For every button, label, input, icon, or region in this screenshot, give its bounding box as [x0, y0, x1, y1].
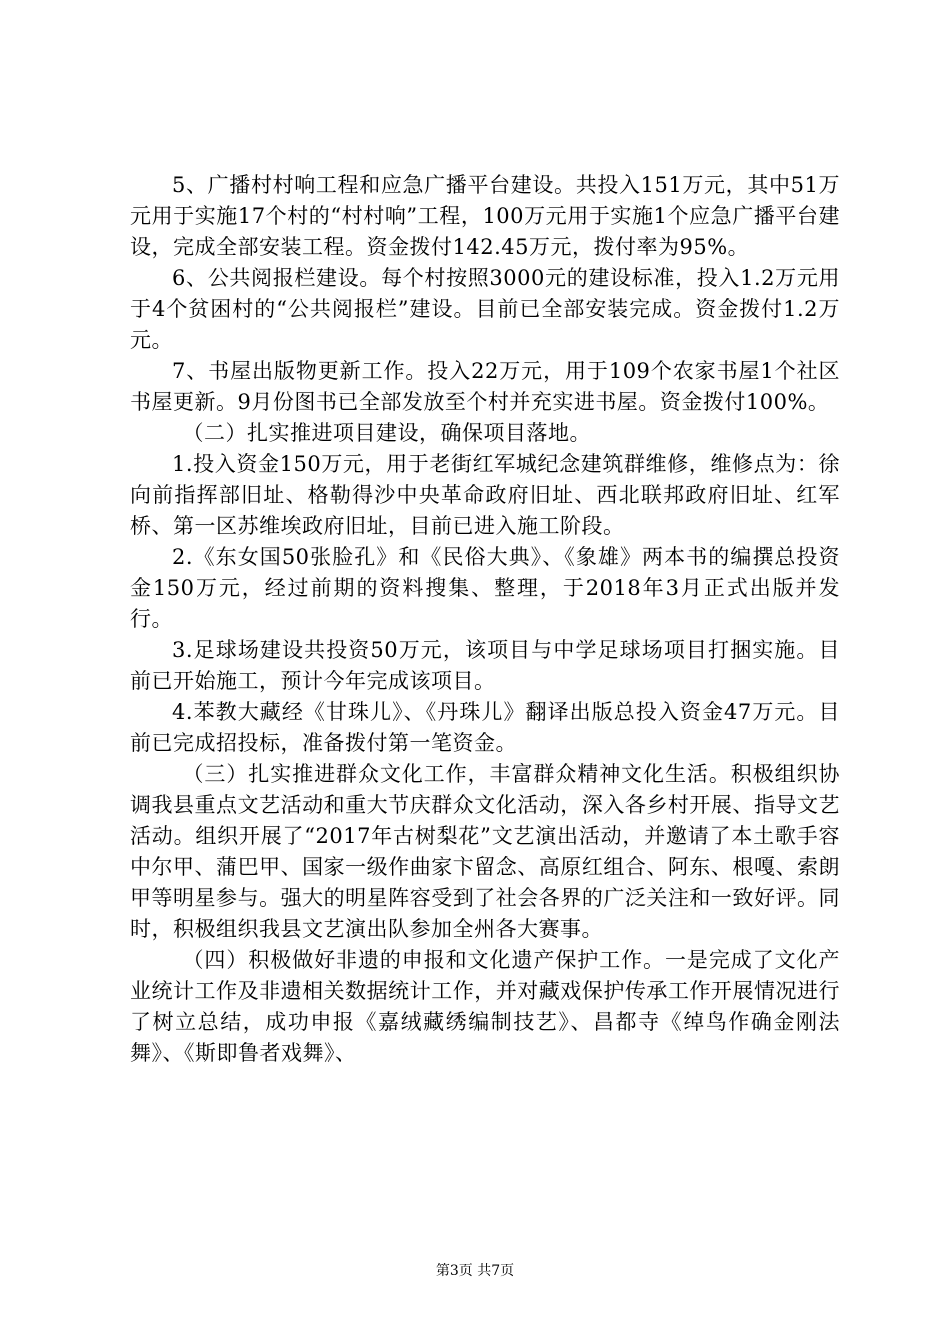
section-heading-projects: （二）扎实推进项目建设，确保项目落地。 — [182, 421, 591, 445]
section-heritage: （四）积极做好非遗的申报和文化遗产保护工作。一是完成了文化产业统计工作及非遗相关数据统计工作，并对藏戏保护传承工作开展情况进行了树立总结，成功申报《嘉绒藏绣编制技艺》、昌都寺《绰鸟作确金刚法舞》、《斯即鲁者戏舞》、 — [130, 948, 840, 1065]
paragraph-broadcast: 5、广播村村响工程和应急广播平台建设。共投入151万元，其中51万元用于实施17个村的“村村响”工程，100万元用于实施1个应急广播平台建设，完成全部安装工程。资金拨付142.45万元，拨付率为95%。 — [130, 173, 840, 259]
paragraph-football-field: 3.足球场建设共投资50万元，该项目与中学足球场项目打捆实施。目前已开始施工，预计今年完成该项目。 — [130, 638, 840, 693]
paragraph-red-army-city: 1.投入资金150万元，用于老街红军城纪念建筑群维修，维修点为：徐向前指挥部旧址、格勒得沙中央革命政府旧址、西北联邦政府旧址、红军桥、第一区苏维埃政府旧址，目前已进入施工阶段。 — [130, 452, 840, 538]
section-mass-culture: （三）扎实推进群众文化工作，丰富群众精神文化生活。积极组织协调我县重点文艺活动和重大节庆群众文化活动，深入各乡村开展、指导文艺活动。组织开展了“2017年古树梨花”文艺演出活动，并邀请了本土歌手容中尔甲、蒲巴甲、国家一级作曲家卞留念、高原红组合、阿东、根嘎、索朗甲等明星参与。强大的明星阵容受到了社会各界的广泛关注和一致好评。同时，积极组织我县文艺演出队参加全州各大赛事。 — [130, 762, 840, 941]
paragraph-scripture-translation: 4.苯教大藏经《甘珠儿》、《丹珠儿》翻译出版总投入资金47万元。目前已完成招投标，准备拨付第一笔资金。 — [130, 700, 840, 755]
paragraph-reading-board: 6、公共阅报栏建设。每个村按照3000元的建设标准，投入1.2万元用于4个贫困村的“公共阅报栏”建设。目前已全部安装完成。资金拨付1.2万元。 — [130, 266, 840, 352]
paragraph-books: 2.《东女国50张脸孔》和《民俗大典》、《象雄》两本书的编撰总投资金150万元，经过前期的资料搜集、整理，于2018年3月正式出版并发行。 — [130, 545, 840, 631]
document-body — [130, 170, 840, 1069]
page-footer: 第3页 共7页 — [435, 1263, 515, 1279]
paragraph-book-house: 7、书屋出版物更新工作。投入22万元，用于109个农家书屋1个社区书屋更新。9月份图书已全部发放至个村并充实进书屋。资金拨付100%。 — [130, 359, 840, 414]
